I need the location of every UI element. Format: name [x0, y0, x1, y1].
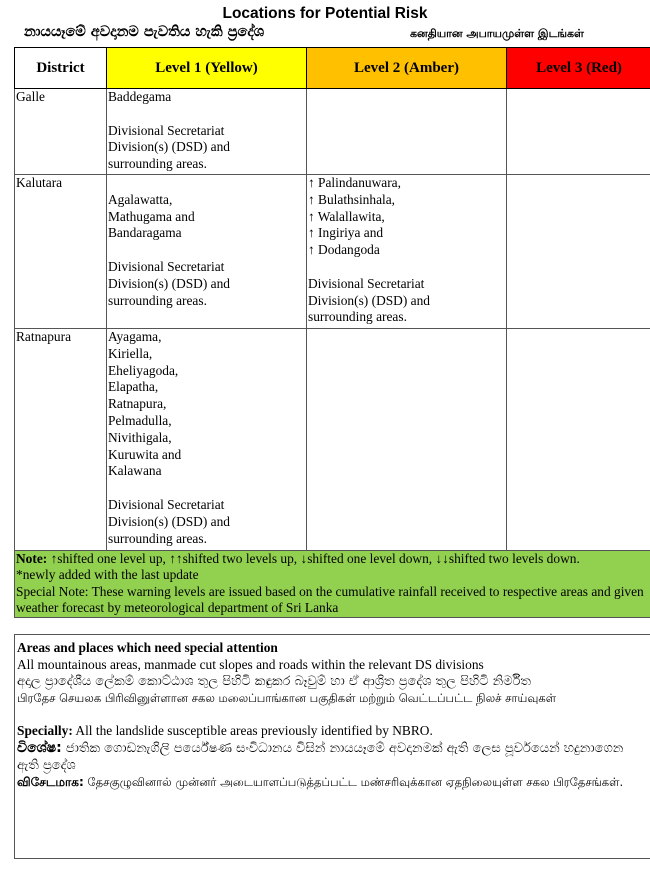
table-header-row	[15, 48, 650, 89]
specially-tamil: தேசகுழுவினால் முன்னர் அடையாளப்படுத்தப்பட்ட மண்சரிவுக்கான ஏதநிலையுள்ள சகல பிரதேசங்கள்.	[83, 774, 624, 789]
specially-tamil-label: விசேடமாக:	[17, 774, 84, 789]
specially-sinhala-line	[17, 740, 648, 774]
table-row	[15, 329, 650, 551]
special-attention-box	[14, 634, 650, 859]
attention-line-english: All mountainous areas, manmade cut slopes and roads within the relevant DS divisions	[17, 656, 484, 672]
table-row	[15, 175, 650, 329]
subtitle-row	[24, 24, 644, 46]
level3-cell	[507, 89, 650, 175]
note-cell	[15, 551, 650, 618]
table-row	[15, 89, 650, 175]
note-row	[15, 551, 650, 618]
attention-heading: Areas and places which need special attention	[17, 640, 278, 655]
level1-cell: Ayagama, Kiriella, Eheliyagoda, Elapatha, Ratnapura, Pelmadulla, Nivithigala, Kuruwita and Kalawana Divisional Secretariat Division(s) (DSD) and surrounding areas.	[107, 329, 307, 551]
specially-sinhala: ජාතික ගොඩනැගිලි පර්යේෂණ සංවිධානය විසින් නායයෑමේ අවදානමක් ඇති ලෙස පූර්වයෙන් හදුනාගෙන ඇති ප්‍රදේශ	[17, 740, 624, 773]
note-legend-line	[16, 551, 650, 567]
note-new-added: *newly added with the last update	[16, 567, 199, 583]
specially-english: All the landslide susceptible areas previously identified by NBRO.	[72, 723, 433, 738]
level3-cell	[507, 329, 650, 551]
special-note: Special Note: These warning levels are issued based on the cumulative rainfall received to respective areas and given weather forecast by meteorological department of Sri Lanka	[16, 583, 644, 615]
level3-cell	[507, 175, 650, 329]
level2-cell: ↑ Palindanuwara, ↑ Bulathsinhala, ↑ Walallawita, ↑ Ingiriya and ↑ Dodangoda Divisional Secretariat Division(s) (DSD) and surrounding areas.	[307, 175, 507, 329]
district-cell: Ratnapura	[15, 329, 107, 551]
column-header-district: District	[15, 48, 107, 89]
subtitle-sinhala: නායයෑමේ අවදානම පැවතිය හැකි ප්‍රදේශ	[24, 24, 265, 40]
note-legend: ↑shifted one level up, ↑↑shifted two levels up, ↓shifted one level down, ↓↓shifted two levels down.	[47, 551, 580, 566]
level2-cell	[307, 89, 507, 175]
risk-table	[14, 47, 650, 618]
page-title: Locations for Potential Risk	[222, 5, 428, 22]
district-cell: Galle	[15, 89, 107, 175]
specially-label: Specially:	[17, 723, 73, 738]
level2-cell	[307, 329, 507, 551]
note-label: Note:	[16, 551, 48, 566]
specially-tamil-line	[17, 774, 648, 791]
specially-sinhala-label: විශේෂ:	[17, 739, 62, 756]
column-header-level3: Level 3 (Red)	[507, 48, 650, 89]
attention-line-tamil: பிரதேச செயலக பிரிவினுள்ளான சகல மலைப்பாங்கான பகுதிகள் மற்றும் வெட்டப்பட்ட நிலச் சாய்வுகள்	[17, 691, 557, 705]
level1-cell: Baddegama Divisional Secretariat Division(s) (DSD) and surrounding areas.	[107, 89, 307, 175]
column-header-level2: Level 2 (Amber)	[307, 48, 507, 89]
district-cell: Kalutara	[15, 175, 107, 329]
subtitle-tamil: கனதியான அபாயமுள்ள இடங்கள்	[410, 27, 584, 40]
column-header-level1: Level 1 (Yellow)	[107, 48, 307, 89]
spacer	[17, 707, 648, 723]
specially-english-line	[17, 723, 648, 740]
level1-cell: Agalawatta, Mathugama and Bandaragama Divisional Secretariat Division(s) (DSD) and surrounding areas.	[107, 175, 307, 329]
attention-line-sinhala: අදාල ප්‍රාදේශීය ලේකම් කොට්ඨාශ තුල පිහිටි කඳුකර බෑවුම් හා ඒ ආශ්‍රිත ප්‍රදේශ තුල පිහිටි නිර්මිත	[17, 674, 531, 689]
